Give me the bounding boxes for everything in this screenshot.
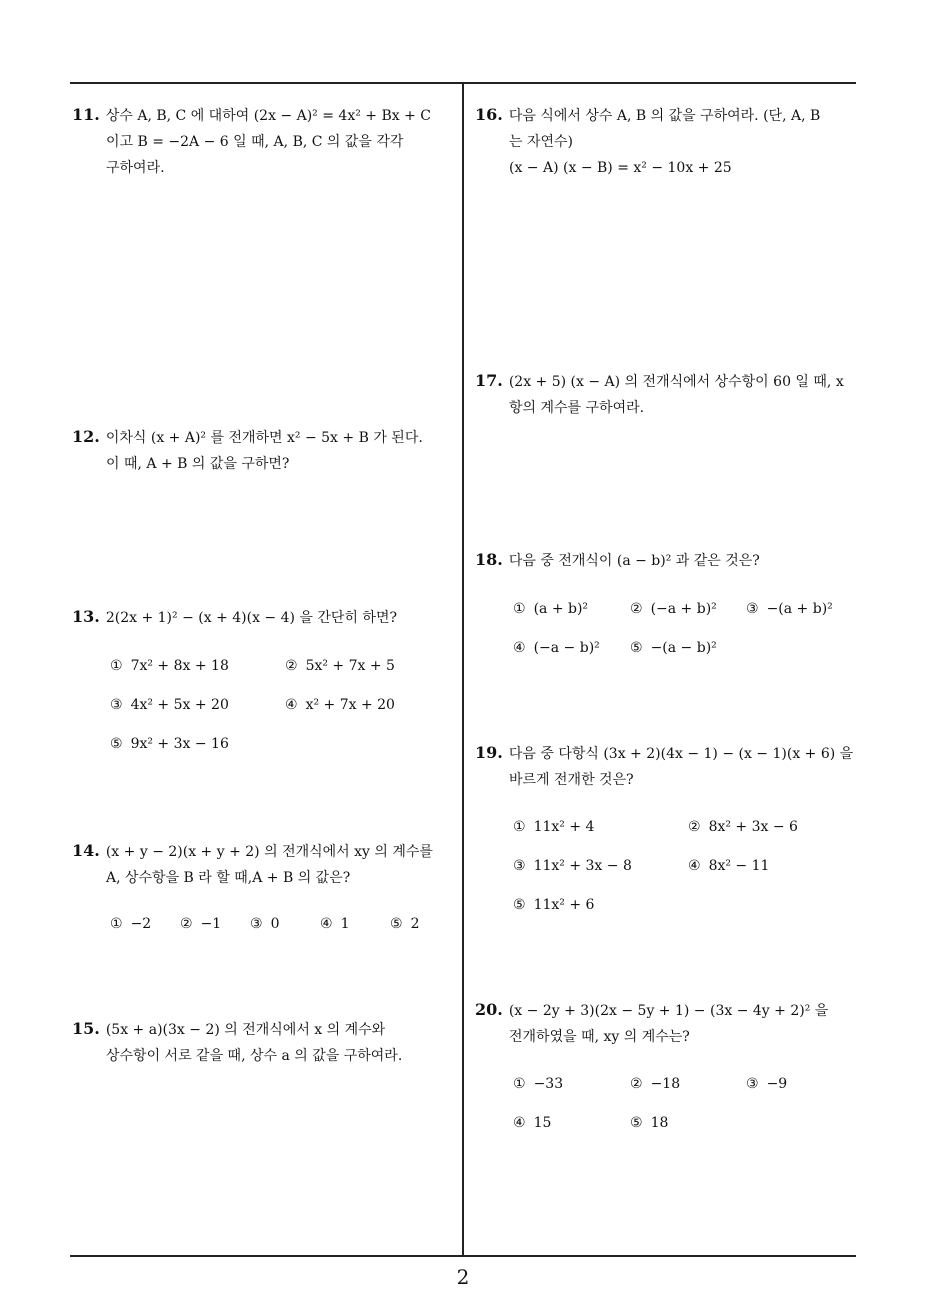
choice-text: −(a − b)²	[650, 640, 717, 656]
question-number: 20.	[475, 1000, 503, 1019]
choice-mark: ①	[110, 658, 123, 674]
choice-option[interactable]	[513, 1115, 551, 1131]
choice-mark: ①	[513, 1076, 526, 1092]
choice-text: 4x² + 5x + 20	[130, 697, 229, 713]
choice-option[interactable]	[630, 1076, 680, 1092]
question-12	[72, 424, 423, 477]
question-text: (x + y − 2)(x + y + 2) 의 전개식에서 xy 의 계수를	[105, 844, 433, 860]
column-divider	[462, 82, 464, 1256]
choice-option[interactable]	[513, 640, 600, 656]
choice-mark: ④	[320, 916, 333, 932]
question-number: 15.	[72, 1019, 100, 1038]
choice-mark: ③	[746, 1076, 759, 1092]
choice-option[interactable]	[630, 640, 717, 656]
choice-mark: ⑤	[630, 1115, 643, 1131]
choice-text: −9	[766, 1076, 788, 1092]
question-11	[72, 102, 431, 181]
question-number: 18.	[475, 550, 503, 569]
question-text: 이고 B = −2A − 6 일 때, A, B, C 의 값을 각각	[106, 134, 404, 150]
choice-text: 0	[270, 916, 280, 932]
question-text: 이차식 (x + A)² 를 전개하면 x² − 5x + B 가 된다.	[105, 430, 423, 446]
choice-option[interactable]	[513, 897, 594, 913]
question-17	[475, 368, 844, 421]
question-text: 상수항이 서로 같을 때, 상수 a 의 값을 구하여라.	[106, 1048, 403, 1064]
choice-mark: ④	[285, 697, 298, 713]
choice-option[interactable]	[110, 697, 229, 713]
choice-option[interactable]	[688, 858, 769, 874]
question-number: 14.	[72, 841, 100, 860]
question-number: 17.	[475, 371, 503, 390]
question-13	[72, 604, 397, 631]
choice-mark: ②	[180, 916, 193, 932]
choice-text: (−a − b)²	[533, 640, 600, 656]
question-number: 13.	[72, 607, 100, 626]
choice-option[interactable]	[110, 916, 151, 932]
choice-text: (−a + b)²	[650, 601, 717, 617]
choice-text: −(a + b)²	[766, 601, 833, 617]
question-text: 상수 A, B, C 에 대하여 (2x − A)² = 4x² + Bx + C	[105, 108, 431, 124]
question-18	[475, 547, 760, 574]
question-text: 다음 식에서 상수 A, B 의 값을 구하여라. (단, A, B	[508, 108, 821, 124]
choice-option[interactable]	[110, 658, 229, 674]
choice-mark: ⑤	[110, 736, 123, 752]
choice-mark: ①	[513, 601, 526, 617]
question-number: 19.	[475, 743, 503, 762]
question-text: (x − A) (x − B) = x² − 10x + 25	[509, 160, 732, 176]
choice-mark: ⑤	[630, 640, 643, 656]
choice-text: 8x² + 3x − 6	[708, 819, 798, 835]
question-text: 이 때, A + B 의 값을 구하면?	[106, 456, 290, 472]
choice-text: 11x² + 4	[533, 819, 595, 835]
choice-text: 15	[533, 1115, 552, 1131]
choice-mark: ③	[746, 601, 759, 617]
choice-mark: ④	[513, 1115, 526, 1131]
choice-option[interactable]	[180, 916, 221, 932]
choice-text: 2	[410, 916, 420, 932]
choice-mark: ①	[110, 916, 123, 932]
question-number: 11.	[72, 105, 100, 124]
choice-text: −2	[130, 916, 152, 932]
choice-mark: ⑤	[513, 897, 526, 913]
choice-option[interactable]	[285, 658, 395, 674]
question-text: A, 상수항을 B 라 할 때,A + B 의 값은?	[106, 870, 351, 886]
choice-text: 7x² + 8x + 18	[130, 658, 229, 674]
choice-text: 8x² − 11	[708, 858, 770, 874]
choice-option[interactable]	[746, 1076, 787, 1092]
choice-option[interactable]	[110, 736, 229, 752]
choice-option[interactable]	[250, 916, 279, 932]
choice-option[interactable]	[746, 601, 833, 617]
choice-option[interactable]	[513, 601, 588, 617]
page-number: 2	[456, 1265, 470, 1289]
question-20	[475, 997, 828, 1050]
choice-mark: ③	[513, 858, 526, 874]
question-text: (2x + 5) (x − A) 의 전개식에서 상수항이 60 일 때, x	[508, 374, 844, 390]
choice-option[interactable]	[513, 858, 632, 874]
choice-mark: ④	[688, 858, 701, 874]
question-15	[72, 1016, 402, 1069]
question-number: 12.	[72, 427, 100, 446]
choice-option[interactable]	[285, 697, 395, 713]
question-14	[72, 838, 433, 891]
choice-option[interactable]	[320, 916, 349, 932]
question-19	[475, 740, 853, 793]
choice-option[interactable]	[513, 1076, 563, 1092]
choice-text: −18	[650, 1076, 681, 1092]
question-number: 16.	[475, 105, 503, 124]
question-text: 다음 중 전개식이 (a − b)² 과 같은 것은?	[508, 553, 760, 569]
choice-mark: ⑤	[390, 916, 403, 932]
choice-text: 9x² + 3x − 16	[130, 736, 229, 752]
choice-mark: ②	[285, 658, 298, 674]
choice-text: −33	[533, 1076, 564, 1092]
choice-mark: ①	[513, 819, 526, 835]
choice-text: 1	[340, 916, 350, 932]
choice-text: 18	[650, 1115, 669, 1131]
bottom-rule	[70, 1255, 856, 1257]
question-text: 2(2x + 1)² − (x + 4)(x − 4) 을 간단히 하면?	[105, 610, 397, 626]
choice-text: (a + b)²	[533, 601, 589, 617]
choice-option[interactable]	[390, 916, 419, 932]
question-text: 바르게 전개한 것은?	[509, 772, 634, 788]
choice-mark: ③	[110, 697, 123, 713]
choice-text: 5x² + 7x + 5	[305, 658, 395, 674]
question-text: (x − 2y + 3)(2x − 5y + 1) − (3x − 4y + 2)² 을	[508, 1003, 829, 1019]
choice-option[interactable]	[513, 819, 594, 835]
choice-option[interactable]	[630, 1115, 668, 1131]
question-text: 는 자연수)	[509, 134, 574, 150]
choice-option[interactable]	[688, 819, 798, 835]
question-text: 구하여라.	[106, 160, 165, 176]
choice-text: 11x² + 6	[533, 897, 595, 913]
question-text: 전개하였을 때, xy 의 계수는?	[509, 1029, 690, 1045]
choice-mark: ③	[250, 916, 263, 932]
choice-mark: ④	[513, 640, 526, 656]
question-16	[475, 102, 820, 181]
question-text: 항의 계수를 구하여라.	[509, 400, 645, 416]
choice-mark: ②	[630, 1076, 643, 1092]
choice-text: x² + 7x + 20	[305, 697, 395, 713]
choice-option[interactable]	[630, 601, 717, 617]
question-text: (5x + a)(3x − 2) 의 전개식에서 x 의 계수와	[105, 1022, 386, 1038]
choice-mark: ②	[630, 601, 643, 617]
choice-text: −1	[200, 916, 222, 932]
choice-text: 11x² + 3x − 8	[533, 858, 632, 874]
question-text: 다음 중 다항식 (3x + 2)(4x − 1) − (x − 1)(x + 6) 을	[508, 746, 854, 762]
choice-mark: ②	[688, 819, 701, 835]
